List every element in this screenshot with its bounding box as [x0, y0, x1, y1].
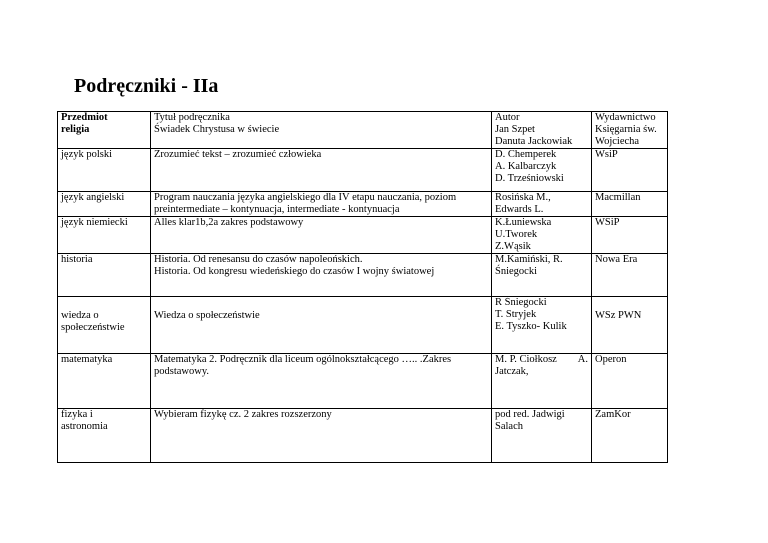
title-text: podstawowy. — [154, 366, 210, 377]
page-title: Podręczniki - IIa — [74, 75, 219, 97]
author-line — [495, 354, 588, 366]
author-text: M. P. Ciołkosz — [495, 354, 557, 365]
title-text: Historia. Od kongresu wiedeńskiego do czasów I wojny światowej — [154, 266, 435, 277]
author-text: E. Tyszko- Kulik — [495, 321, 567, 332]
title-cell — [151, 409, 492, 463]
publisher-cell — [592, 217, 668, 254]
author-cell — [492, 217, 592, 254]
author-text: R Śniegocki — [495, 297, 547, 308]
subject-text: fizyka i — [61, 409, 93, 420]
author-text: A. — [577, 354, 588, 365]
publisher-cell — [592, 112, 668, 149]
publisher-cell — [592, 149, 668, 192]
table-row-matematyka — [58, 354, 668, 409]
title-cell — [151, 112, 492, 149]
title-text: Zrozumieć tekst – zrozumieć człowieka — [154, 149, 322, 160]
author-cell — [492, 149, 592, 192]
author-text: Salach — [495, 421, 523, 432]
subject-cell — [58, 217, 151, 254]
author-cell — [492, 354, 592, 409]
author-text: D. Chemperek — [495, 149, 557, 160]
table-row-religia — [58, 112, 668, 149]
title-text: Świadek Chrystusa w świecie — [154, 124, 280, 135]
author-text: U.Tworek — [495, 229, 538, 240]
author-text: A. Kalbarczyk — [495, 161, 557, 172]
author-text: M.Kamiński, R. — [495, 254, 563, 265]
header-publisher: Wydawnictwo — [595, 112, 656, 123]
author-cell — [492, 297, 592, 354]
title-text: Matematyka 2. Podręcznik dla liceum ogólnokształcącego ….. .Zakres — [154, 354, 452, 365]
author-cell — [492, 254, 592, 297]
table-row-historia — [58, 254, 668, 297]
header-title: Tytuł podręcznika — [154, 112, 230, 123]
title-text: Wiedza o społeczeństwie — [154, 310, 260, 321]
subject-cell — [58, 149, 151, 192]
publisher-text: WSiP — [595, 217, 620, 228]
title-cell — [151, 254, 492, 297]
subject-cell — [58, 192, 151, 217]
publisher-cell — [592, 297, 668, 354]
header-subject: Przedmiot — [61, 112, 108, 123]
title-text: Historia. Od renesansu do czasów napoleońskich. — [154, 254, 363, 265]
subject-text: język niemiecki — [61, 217, 128, 228]
author-text: Danuta Jackowiak — [495, 136, 573, 147]
publisher-text: Nowa Era — [595, 254, 638, 265]
author-text: Rosińska M., — [495, 192, 551, 203]
publisher-cell — [592, 192, 668, 217]
publisher-text: Księgarnia św. — [595, 124, 657, 135]
table-row-niemiecki — [58, 217, 668, 254]
author-text: Śniegocki — [495, 266, 537, 277]
author-text: Edwards L. — [495, 204, 544, 215]
header-author: Autor — [495, 112, 520, 123]
textbook-table — [57, 111, 668, 463]
subject-text: matematyka — [61, 354, 113, 365]
author-text: K.Łuniewska — [495, 217, 552, 228]
author-text: Jatczak, — [495, 366, 529, 377]
author-text: T. Stryjek — [495, 309, 537, 320]
subject-text: astronomia — [61, 421, 108, 432]
title-text: Alles klar1b,2a zakres podstawowy — [154, 217, 304, 228]
author-text: Jan Szpet — [495, 124, 535, 135]
author-text: pod red. Jadwigi — [495, 409, 565, 420]
author-text: Z.Wąsik — [495, 241, 531, 252]
publisher-text: Operon — [595, 354, 627, 365]
title-cell — [151, 192, 492, 217]
title-cell — [151, 217, 492, 254]
subject-text: religia — [61, 124, 90, 135]
subject-cell — [58, 354, 151, 409]
title-cell — [151, 354, 492, 409]
author-cell — [492, 192, 592, 217]
publisher-cell — [592, 354, 668, 409]
subject-cell — [58, 297, 151, 354]
publisher-text: Wojciecha — [595, 136, 640, 147]
title-cell — [151, 149, 492, 192]
publisher-text: ZamKor — [595, 409, 631, 420]
title-text: Wybieram fizykę cz. 2 zakres rozszerzony — [154, 409, 332, 420]
publisher-cell — [592, 254, 668, 297]
table-row-angielski — [58, 192, 668, 217]
title-text: Program nauczania języka angielskiego dla IV etapu nauczania, poziom — [154, 192, 457, 203]
subject-text: język polski — [61, 149, 113, 160]
title-cell — [151, 297, 492, 354]
title-text: preintermediate – kontynuacja, intermediate - kontynuacja — [154, 204, 400, 215]
table-row-polski — [58, 149, 668, 192]
subject-cell — [58, 409, 151, 463]
subject-cell — [58, 254, 151, 297]
publisher-text: WsiP — [595, 149, 618, 160]
publisher-text: Macmillan — [595, 192, 641, 203]
table-row-fizyka — [58, 409, 668, 463]
subject-text: społeczeństwie — [61, 322, 125, 333]
table-row-wos — [58, 297, 668, 354]
publisher-cell — [592, 409, 668, 463]
author-text: D. Trześniowski — [495, 173, 564, 184]
subject-text: historia — [61, 254, 93, 265]
publisher-text: WSz PWN — [595, 310, 642, 321]
author-cell — [492, 409, 592, 463]
subject-cell — [58, 112, 151, 149]
subject-text: wiedza o — [61, 310, 99, 321]
subject-text: język angielski — [61, 192, 125, 203]
author-cell — [492, 112, 592, 149]
